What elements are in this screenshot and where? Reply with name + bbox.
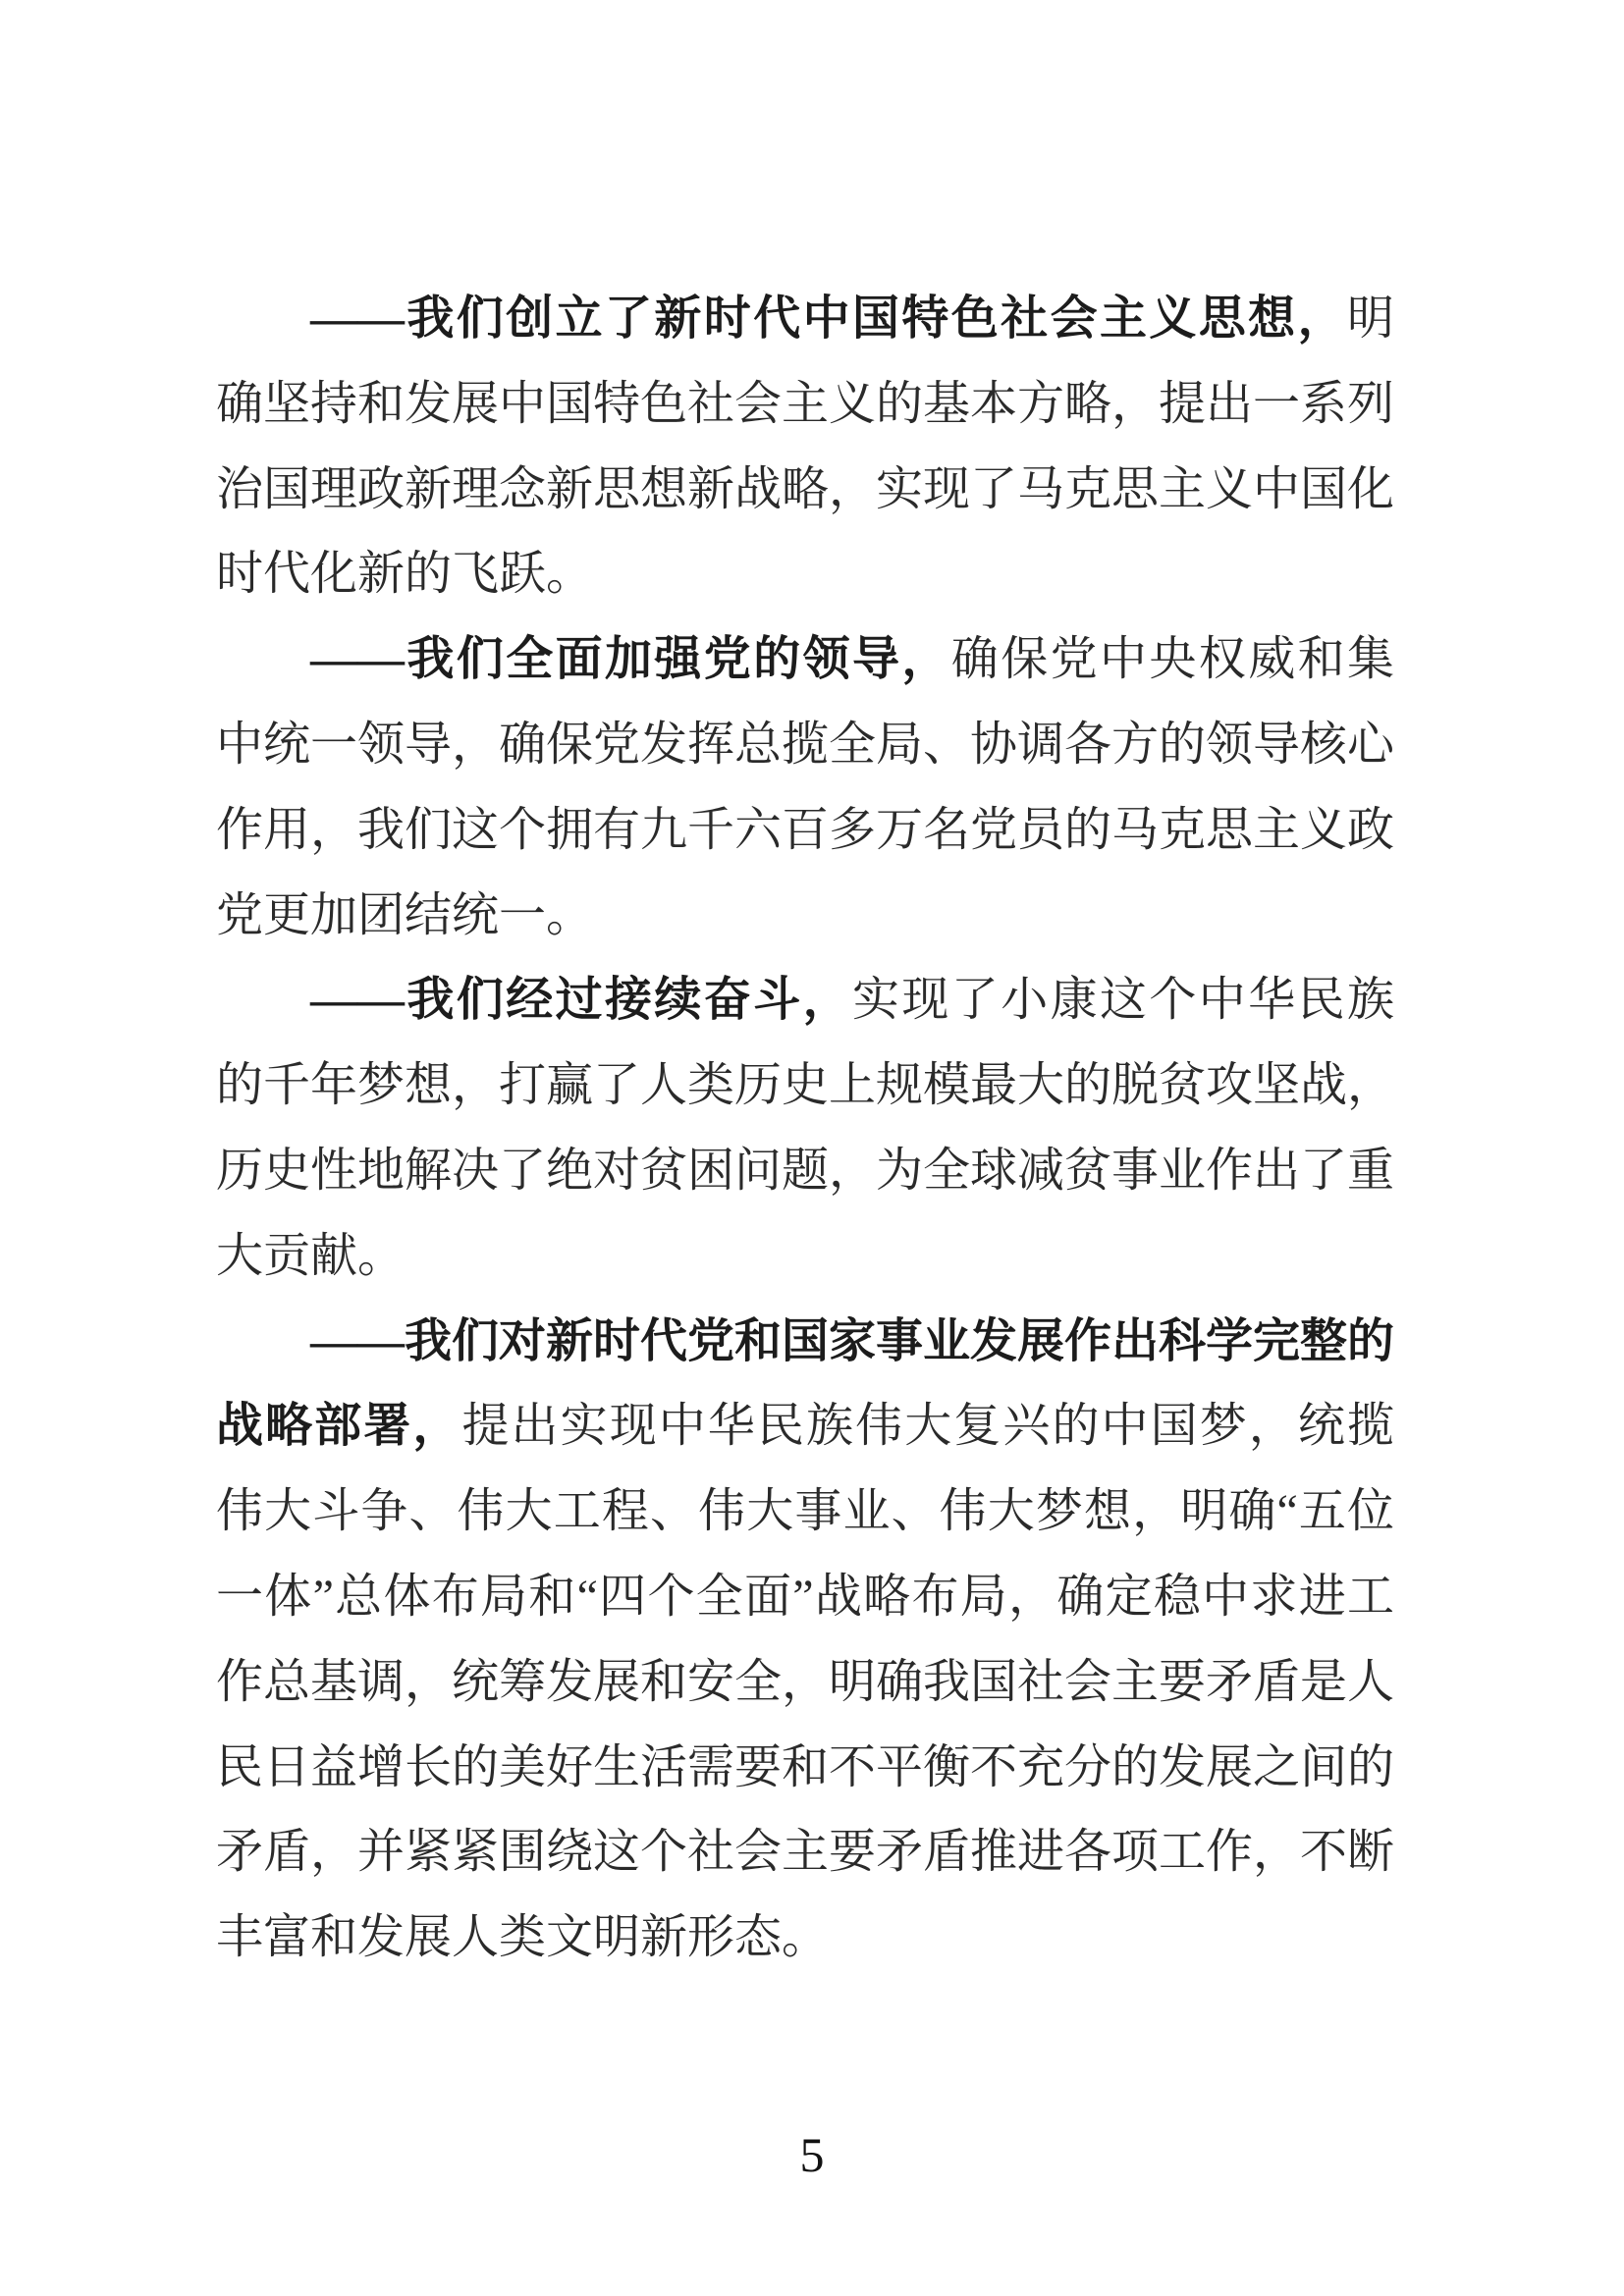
paragraph-lead-bold: ——我们经过接续奋斗， xyxy=(310,974,852,1027)
body-text-block xyxy=(216,277,1394,1981)
paragraph-body-text: 明确坚持和发展中国特色社会主义的基本方略，提出一系列治国理政新理念新思想新战略，实现了马克思主义中国化时代化新的飞跃。 xyxy=(216,293,1395,601)
paragraph-body-text: 确保党中央权威和集中统一领导，确保党发挥总揽全局、协调各方的领导核心作用，我们这个拥有九千六百多万名党员的马克思主义政党更加团结统一。 xyxy=(216,633,1395,941)
paragraph-lead-bold: ——我们创立了新时代中国特色社会主义思想， xyxy=(310,293,1347,345)
paragraph-body-text: 提出实现中华民族伟大复兴的中国梦，统揽伟大斗争、伟大工程、伟大事业、伟大梦想，明确“五位一体”总体布局和“四个全面”战略布局，确定稳中求进工作总基调，统筹发展和安全，明确我国社会主要矛盾是人民日益增长的美好生活需要和不平衡不充分的发展之间的矛盾，并紧紧围绕这个社会主要矛盾推进各项工作，不断丰富和发展人类文明新形态。 xyxy=(216,1400,1395,1964)
paragraph-party-leadership xyxy=(216,617,1394,958)
page-number: 5 xyxy=(799,2127,825,2182)
paragraph-new-era-thought xyxy=(216,277,1394,617)
paragraph-lead-bold: ——我们对新时代党和国家事业发展作出科学完整的战略部署， xyxy=(216,1314,1395,1453)
paragraph-continued-struggle xyxy=(216,958,1394,1299)
paragraph-lead-bold: ——我们全面加强党的领导， xyxy=(310,633,951,686)
paragraph-strategic-plan xyxy=(216,1300,1394,1981)
paragraph-body-text: 实现了小康这个中华民族的千年梦想，打赢了人类历史上规模最大的脱贫攻坚战，历史性地解决了绝对贫困问题，为全球减贫事业作出了重大贡献。 xyxy=(216,974,1395,1282)
